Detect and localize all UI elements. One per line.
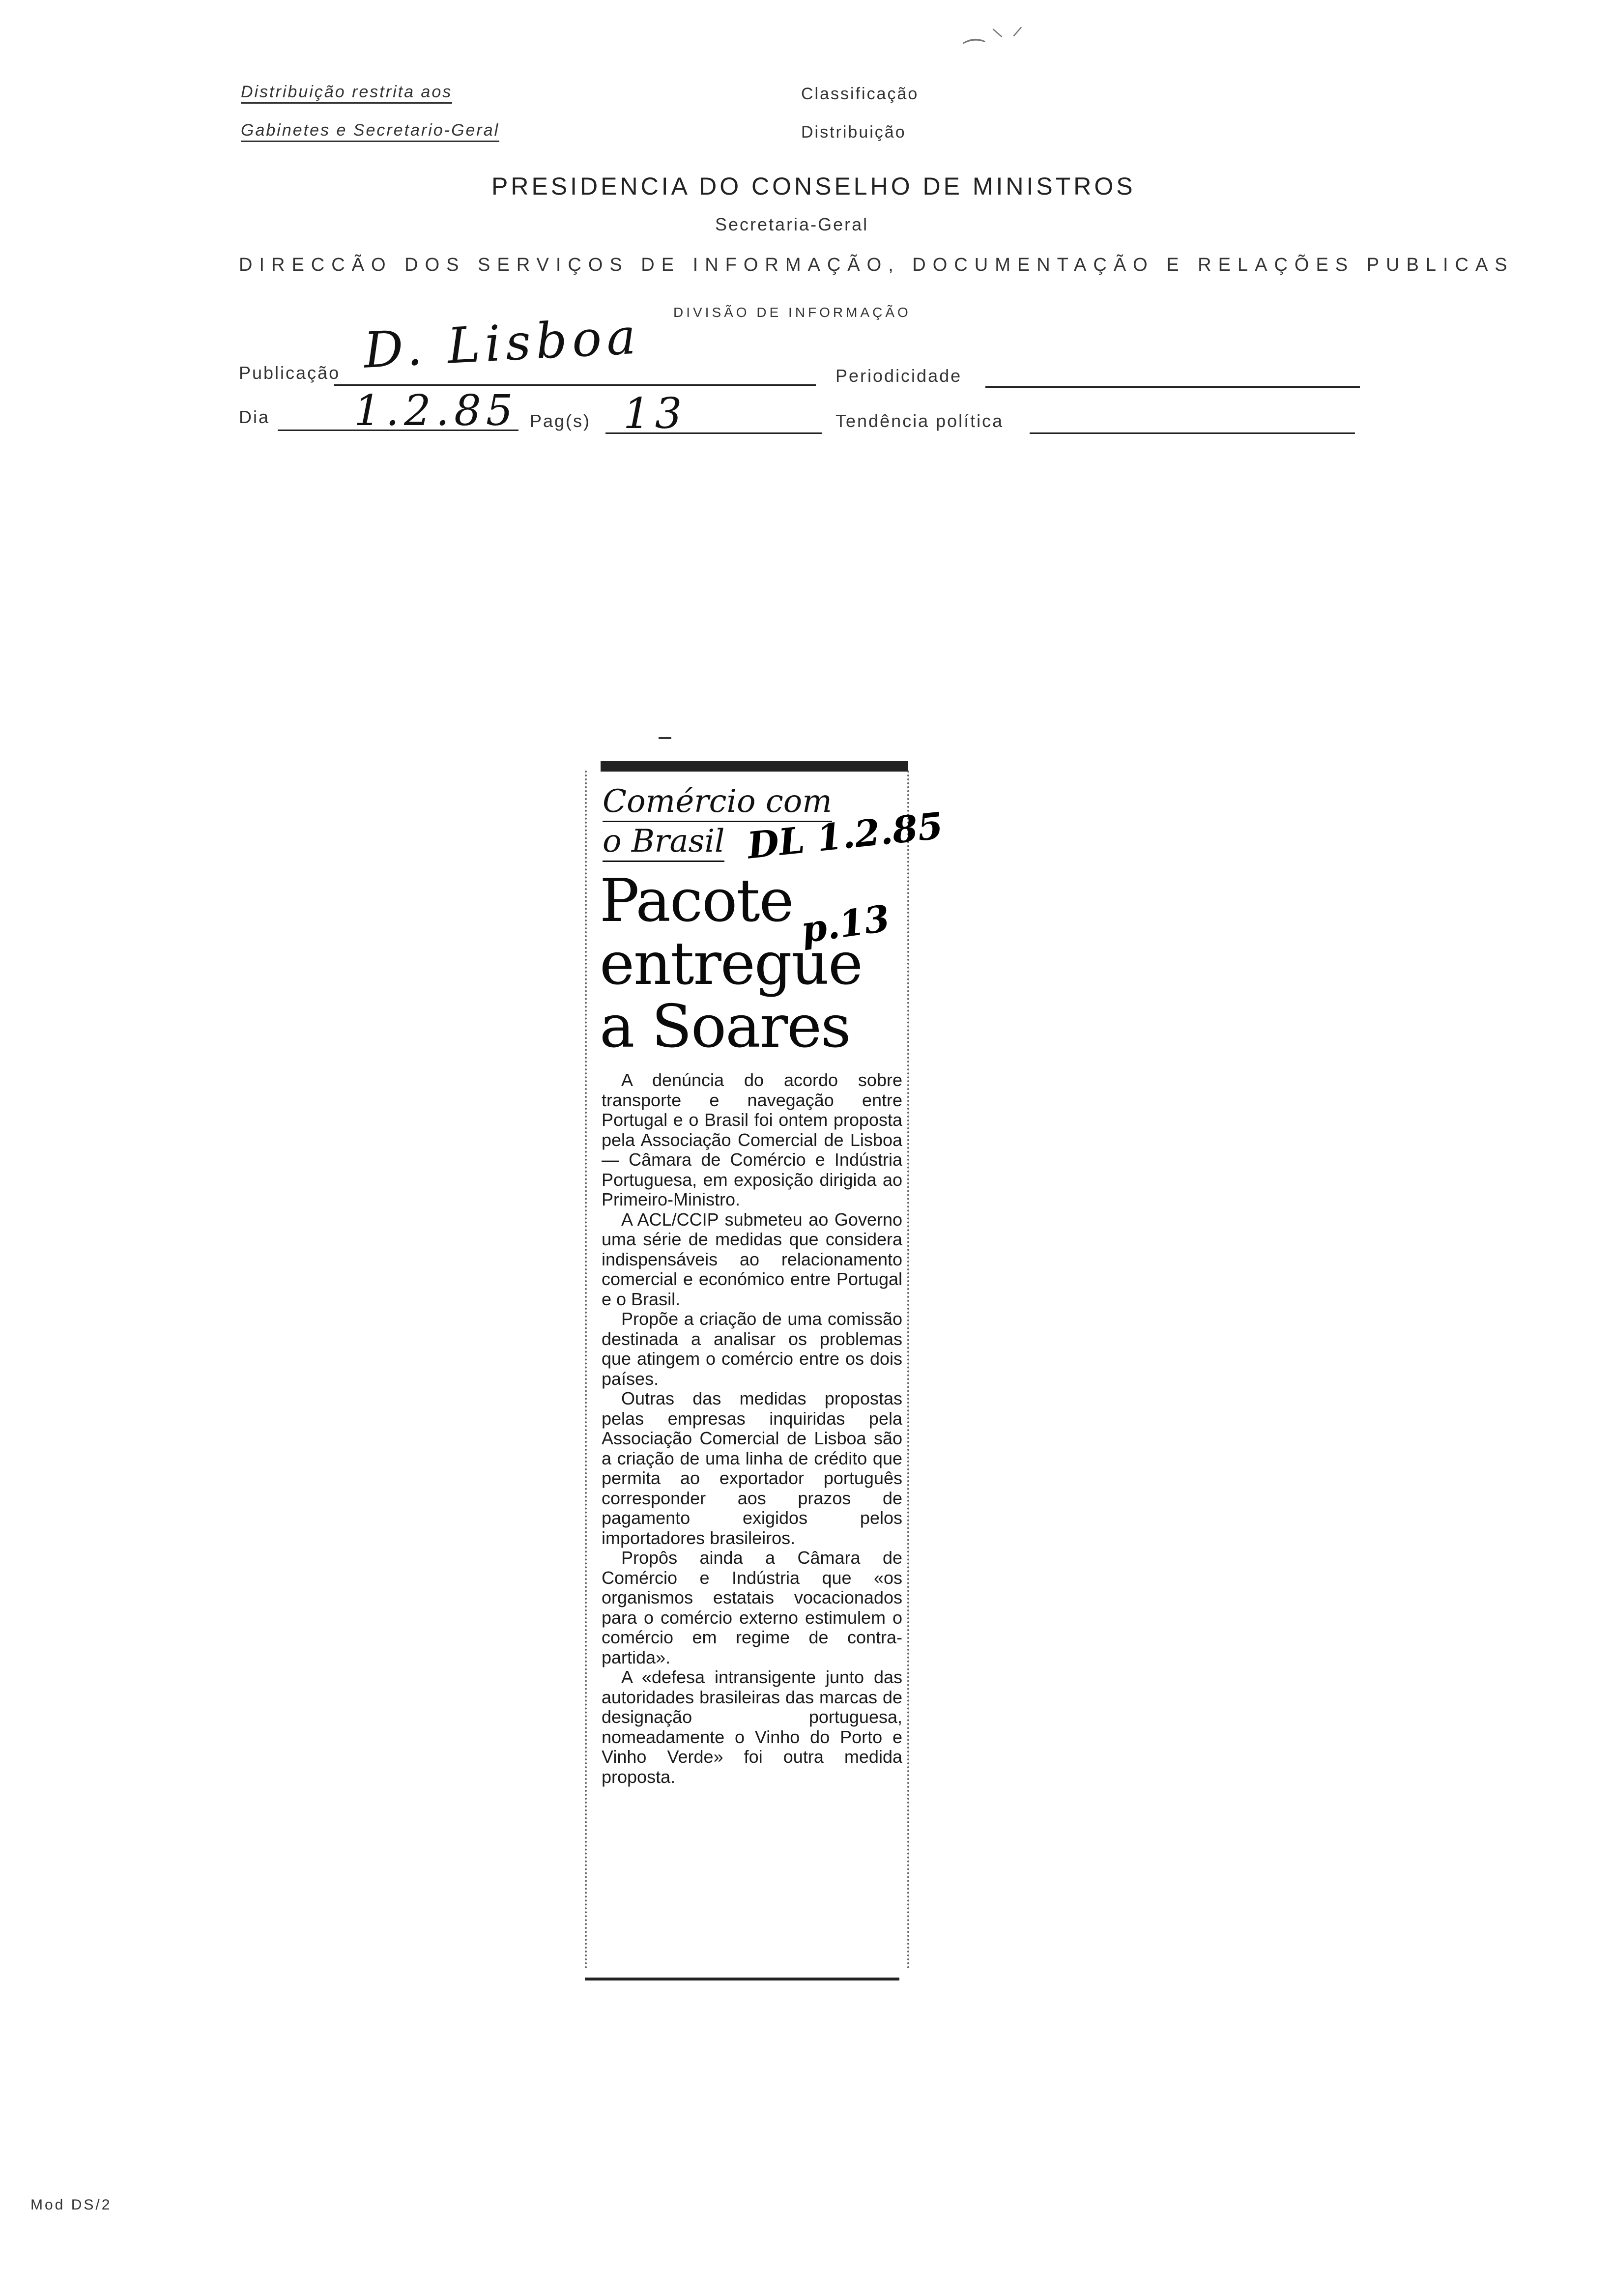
body-paragraph: Propôs ainda a Câmara de Comércio e Indústria que «os organismos estatais vocacionados para o comércio externo estimulem o comércio em regime de contra-partida». bbox=[602, 1548, 902, 1667]
clipping-body bbox=[602, 1070, 902, 1787]
day-value: 1.2.85 bbox=[354, 386, 518, 435]
clipping-left-edge bbox=[585, 771, 587, 1970]
handwritten-source-annotation: DL 1.2.85 bbox=[745, 804, 945, 867]
clipping-headline bbox=[600, 867, 863, 1061]
headline-line1: Pacote bbox=[600, 867, 793, 935]
pages-value: 13 bbox=[623, 389, 687, 438]
page-title: PRESIDENCIA DO CONSELHO DE MINISTROS bbox=[491, 172, 1136, 200]
division-line: DIVISÃO DE INFORMAÇÃO bbox=[673, 305, 911, 320]
form-code: Mod DS/2 bbox=[30, 2197, 112, 2213]
classification-label: Classificação bbox=[801, 85, 919, 103]
clipping-right-edge bbox=[907, 771, 909, 1970]
body-paragraph: Outras das medidas propostas pelas empresas inquiridas pela Associação Comercial de Lisboa são a criação de uma linha de crédito que permita ao exportador português corresponder aos prazos de pagamento exigidos pelos importadores brasileiros. bbox=[602, 1388, 902, 1548]
page-subtitle: Secretaria-Geral bbox=[715, 214, 869, 234]
periodicity-underline bbox=[985, 386, 1360, 388]
clipping-top-rule bbox=[601, 761, 908, 772]
section-heading-line1: Comércio com bbox=[603, 782, 832, 822]
publication-label: Publicação bbox=[239, 363, 341, 383]
body-paragraph: Propõe a criação de uma comissão destinada a analisar os problemas que atingem o comércio entre os dois países. bbox=[602, 1309, 902, 1389]
publication-value: D. Lisboa bbox=[362, 307, 642, 379]
directorate-line: DIRECCÃO DOS SERVIÇOS DE INFORMAÇÃO, DOCUMENTAÇÃO E RELAÇÕES PUBLICAS bbox=[239, 255, 1514, 275]
distribution-restricted-line2: Gabinetes e Secretario-Geral bbox=[241, 121, 499, 140]
headline-line3: a Soares bbox=[600, 993, 850, 1061]
political-tendency-underline bbox=[1030, 432, 1355, 434]
body-paragraph: A ACL/CCIP submeteu ao Governo uma série de medidas que considera indispensáveis ao relacionamento comercial e económico entre Portugal e o Brasil. bbox=[602, 1209, 902, 1309]
periodicity-label: Periodicidade bbox=[835, 366, 962, 386]
day-label: Dia bbox=[239, 407, 270, 427]
section-heading-line2: o Brasil bbox=[603, 822, 724, 862]
dash-mark bbox=[659, 737, 671, 739]
body-paragraph: A denúncia do acordo sobre transporte e navegação entre Portugal e o Brasil foi ontem proposta pela Associação Comercial de Lisboa — Câmara de Comércio e Indústria Portuguesa, em exposição dirigida ao Primeiro-Ministro. bbox=[602, 1070, 902, 1209]
clipping-bottom-rule bbox=[585, 1978, 899, 1980]
distribution-restricted-line1: Distribuição restrita aos bbox=[241, 83, 452, 102]
pages-label: Pag(s) bbox=[530, 411, 591, 431]
distribution-label: Distribuição bbox=[801, 123, 906, 142]
newspaper-clipping bbox=[585, 761, 945, 1981]
body-paragraph: A «defesa intransigente junto das autoridades brasileiras das marcas de designação portuguesa, nomeadamente o Vinho do Porto e Vinho Verde» foi outra medida proposta. bbox=[602, 1667, 902, 1787]
headline-line2: entregue bbox=[600, 930, 863, 998]
corner-scribble: ⁔ ⸜ ⸝ bbox=[962, 11, 1024, 44]
publication-underline bbox=[334, 384, 816, 386]
handwritten-page-annotation: p.13 bbox=[798, 897, 892, 952]
political-tendency-label: Tendência política bbox=[835, 411, 1004, 431]
